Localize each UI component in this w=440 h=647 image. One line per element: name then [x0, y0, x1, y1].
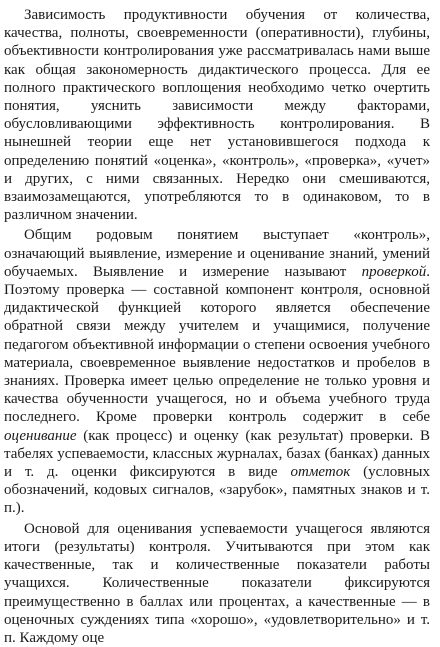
paragraph-2-text-c: (как процесс) и оценку (как результат) проверки. В табелях успеваемости, классных журналах, базах (банках) данных и т. д. оценки фиксируются в виде	[4, 427, 430, 481]
paragraph-1	[4, 6, 430, 224]
body-text	[4, 6, 430, 647]
paragraph-2-text-a: Общим родовым понятием выступает «контроль», означающий выявление, измерение и оценивание знаний, умений обучаемых. Выявление и измерение называют	[4, 227, 430, 280]
paragraph-3-text: Основой для оценивания успеваемости учащегося являются итоги (результаты) контроля. Учитываются при этом как качественные, так и количественные показатели работы учащихся. Количественные показатели фиксируются преимущественно в баллах или процентах, а качественные — в оценочных суждениях типа «хорошо», «удовлетворительно» и т. п. Каждому оце	[4, 520, 430, 646]
paragraph-3	[4, 520, 430, 647]
paragraph-2	[4, 226, 430, 517]
paragraph-2-text-d: (условных обозначений, кодовых сигналов, «зарубок», памятных знаков и т. п.).	[4, 464, 430, 517]
term-otmetok: отметок	[290, 464, 351, 481]
term-proverka: проверкой	[361, 263, 427, 280]
paragraph-1-text: Зависимость продуктивности обучения от количества, качества, полноты, своевременности (оперативности), глубины, объективности контролирования уже рассматривалась нами выше как общая закономерность дидактического процесса. Для ее полного практического воплощения необходимо четко очертить понятия, уяснить зависимости между факторами, обусловливающими эффективность контролирования. В нынешней теории еще нет установившегося подхода к определению понятий «оценка», «контроль», «проверка», «учет» и других, с ними связанных. Нередко они смешиваются, взаимозамещаются, употребляются то в одинаковом, то в различном значении.	[4, 7, 430, 224]
paragraph-2-text-b: . Поэтому проверка — составной компонент контроля, основной дидактической функцией которого является обеспечение обратной связи между учителем и учащимися, получение педагогом объективной информации о степени освоения учебного материала, своевременное выявление недостатков и пробелов в знаниях. Проверка имеет целью определение не только уровня и качества обученности учащегося, но и объема учебного труда последнего. Кроме проверки контроль содержит в себе	[4, 263, 430, 426]
term-otsenivanie: оценивание	[4, 427, 77, 444]
